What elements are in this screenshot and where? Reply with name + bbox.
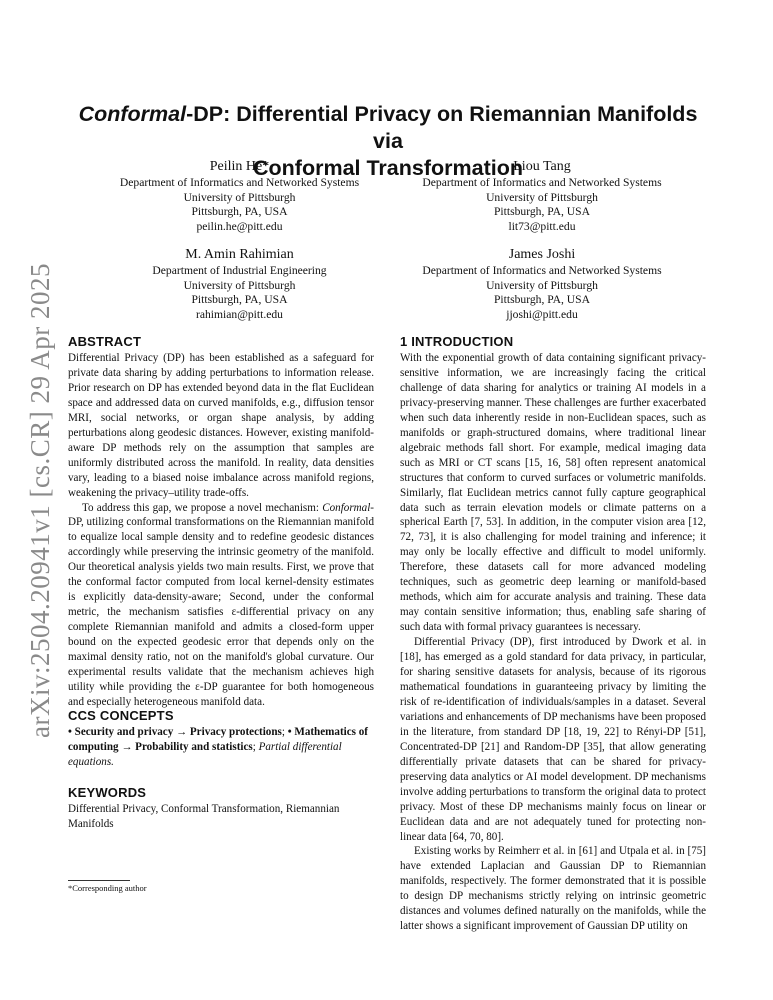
author-department: Department of Informatics and Networked Systems bbox=[422, 264, 662, 277]
ccs-concept: Partial differential equations. bbox=[68, 740, 342, 768]
abstract-paragraph: To address this gap, we propose a novel mechanism: Conformal-DP, utilizing conformal transformations on the Riemannian manifold to equalize local sample density and to redefine geodesic distances accordingly while preserving the intrinsic geometry of the manifold. Our theoretical analysis yields two main results. First, we prove that the conformal factor computed from local kernel-density estimates is explicitly data-density-aware; Second, under the conformal metric, the mechanism satisfies ε-differential privacy on any complete Riemannian manifold and admits a closed-form upper bound on the expected geodesic error that depends only on the maximal density ratio, not on the manifold's global curvature. Our experimental results validate that the mechanism achieves high utility while providing the ε-DP guarantee for both homogeneous and especially heterogeneous manifold data. bbox=[68, 501, 374, 708]
arxiv-sidebar bbox=[20, 262, 60, 738]
intro-paragraph: Existing works by Reimherr et al. in [61] and Utpala et al. in [75] have extended Laplacian and Gaussian DP to Riemannian manifolds, respectively. The former demonstrated that it is possible to design DP mechanisms strictly relying on intrinsic geometric distances and volumes defined naturally on the manifolds, while the latter shows a significant improvement of Gaussian DP utility on bbox=[400, 845, 706, 933]
paper-title: Conformal-DP: Differential Privacy on Riemannian Manifolds via Conformal Transformation bbox=[78, 102, 698, 180]
ccs-concepts-heading: CCS CONCEPTS bbox=[68, 708, 174, 723]
author-location: Pittsburgh, PA, USA bbox=[191, 205, 288, 219]
author-block bbox=[91, 246, 388, 322]
author-block bbox=[384, 246, 700, 322]
keywords-text: Differential Privacy, Conformal Transformation, Riemannian Manifolds bbox=[68, 803, 340, 830]
author-email: jjoshi@pitt.edu bbox=[506, 307, 578, 321]
author-location: Pittsburgh, PA, USA bbox=[191, 293, 288, 307]
author-name: Peilin He* bbox=[209, 159, 270, 174]
author-name: James Joshi bbox=[508, 247, 576, 262]
author-university: University of Pittsburgh bbox=[486, 278, 598, 292]
author-block bbox=[91, 158, 388, 234]
arxiv-identifier: arXiv:2504.20941v1 [cs.CR] 29 Apr 2025 bbox=[24, 262, 55, 738]
footnote-rule bbox=[68, 880, 130, 881]
intro-paragraph: Differential Privacy (DP), first introduced by Dwork et al. in [18], has emerged as a gold standard for data privacy, in particular, for sharing sensitive datasets for analysis, because of its rigorous mathematical foundations in guaranteeing privacy by limiting the risk of re-identification of individuals/samples in a dataset. Several variations and enhancements of DP mechanisms have been proposed in the literature, from standard DP [18, 19, 22] to Rényi-DP [51], Concentrated-DP [21] and Random-DP [35], that allow generating differentially private datasets that can be shared for privacy-preserving data analytics or AI model development. DP mechanisms involve adding perturbations to transform the original data to protect privacy. Most of these DP mechanisms mainly focus on linear or Euclidean data and are not adequately tuned for protecting non-linear data [64, 70, 80]. bbox=[400, 636, 706, 843]
abstract-body bbox=[68, 351, 374, 710]
author-university: University of Pittsburgh bbox=[183, 278, 296, 292]
author-email: peilin.he@pitt.edu bbox=[196, 219, 283, 233]
author-email: lit73@pitt.edu bbox=[508, 219, 576, 233]
abstract-paragraph: Differential Privacy (DP) has been established as a safeguard for private data sharing by adding perturbations to information release. Prior research on DP has extended beyond data in the flat Euclidean space and addressed data on curved manifolds, e.g., diffusion tensor MRI, social networks, or organ shape analysis, by adding perturbations along geodesic distances. However, existing manifold-aware DP methods rely on the assumption that samples are uniformly distributed across the manifold. In reality, data densities vary, leading to a biased noise imbalance across manifold regions, weakening the privacy–utility trade-offs. bbox=[68, 352, 374, 499]
ccs-concept: • Mathematics of computing → Probability and statistics bbox=[68, 726, 368, 753]
introduction-heading: 1 INTRODUCTION bbox=[400, 334, 514, 349]
ccs-concept: • Security and privacy → Privacy protections bbox=[68, 726, 282, 738]
intro-paragraph: With the exponential growth of data containing significant privacy-sensitive information, we are increasingly facing the critical challenge of data sharing for analytics or training AI models in a privacy-preserving manner. These challenges are further exacerbated when such data inherently reside in non-Euclidean spaces, such as manifolds or graph-structured domains, where traditional linear algebraic methods fall short. For example, medical imaging data such as MRI or CT scans [15, 16, 58] often represent anatomical structures that conform to curved surfaces or volumetric manifolds. Similarly, flat Euclidean metrics cannot fully capture geographical data such as terrain elevation models or climate patterns on a spherical Earth [7, 53]. In addition, in the computer vision area [12, 72, 73], it is also challenging for model training and inference; it may only be locally effective and difficult to model uniformly. Therefore, these datasets call for more advanced modeling techniques, such as geometric deep learning or manifold-based methods, which aim for accurate analysis and training. These data may contain sensitive information; thus, enabling safe sharing of such data with formal privacy guarantees is necessary. bbox=[400, 352, 706, 634]
author-university: University of Pittsburgh bbox=[183, 190, 296, 204]
keywords-heading: KEYWORDS bbox=[68, 785, 147, 800]
author-department: Department of Informatics and Networked Systems bbox=[422, 176, 662, 189]
ccs-concepts-body: • Security and privacy → Privacy protections; • Mathematics of computing → Probability and statistics; Partial differential equations. bbox=[68, 726, 368, 768]
author-block bbox=[384, 158, 700, 234]
author-email: rahimian@pitt.edu bbox=[196, 307, 283, 321]
keywords-body bbox=[68, 802, 374, 832]
author-name: Liou Tang bbox=[513, 159, 571, 174]
author-location: Pittsburgh, PA, USA bbox=[493, 205, 590, 219]
author-university: University of Pittsburgh bbox=[486, 190, 598, 204]
introduction-body bbox=[400, 351, 706, 934]
author-location: Pittsburgh, PA, USA bbox=[493, 293, 590, 307]
abstract-heading: ABSTRACT bbox=[68, 334, 142, 349]
footnote: *Corresponding author bbox=[68, 883, 147, 893]
author-department: Department of Industrial Engineering bbox=[152, 264, 327, 277]
author-department: Department of Informatics and Networked Systems bbox=[119, 176, 360, 189]
author-name: M. Amin Rahimian bbox=[185, 247, 294, 262]
